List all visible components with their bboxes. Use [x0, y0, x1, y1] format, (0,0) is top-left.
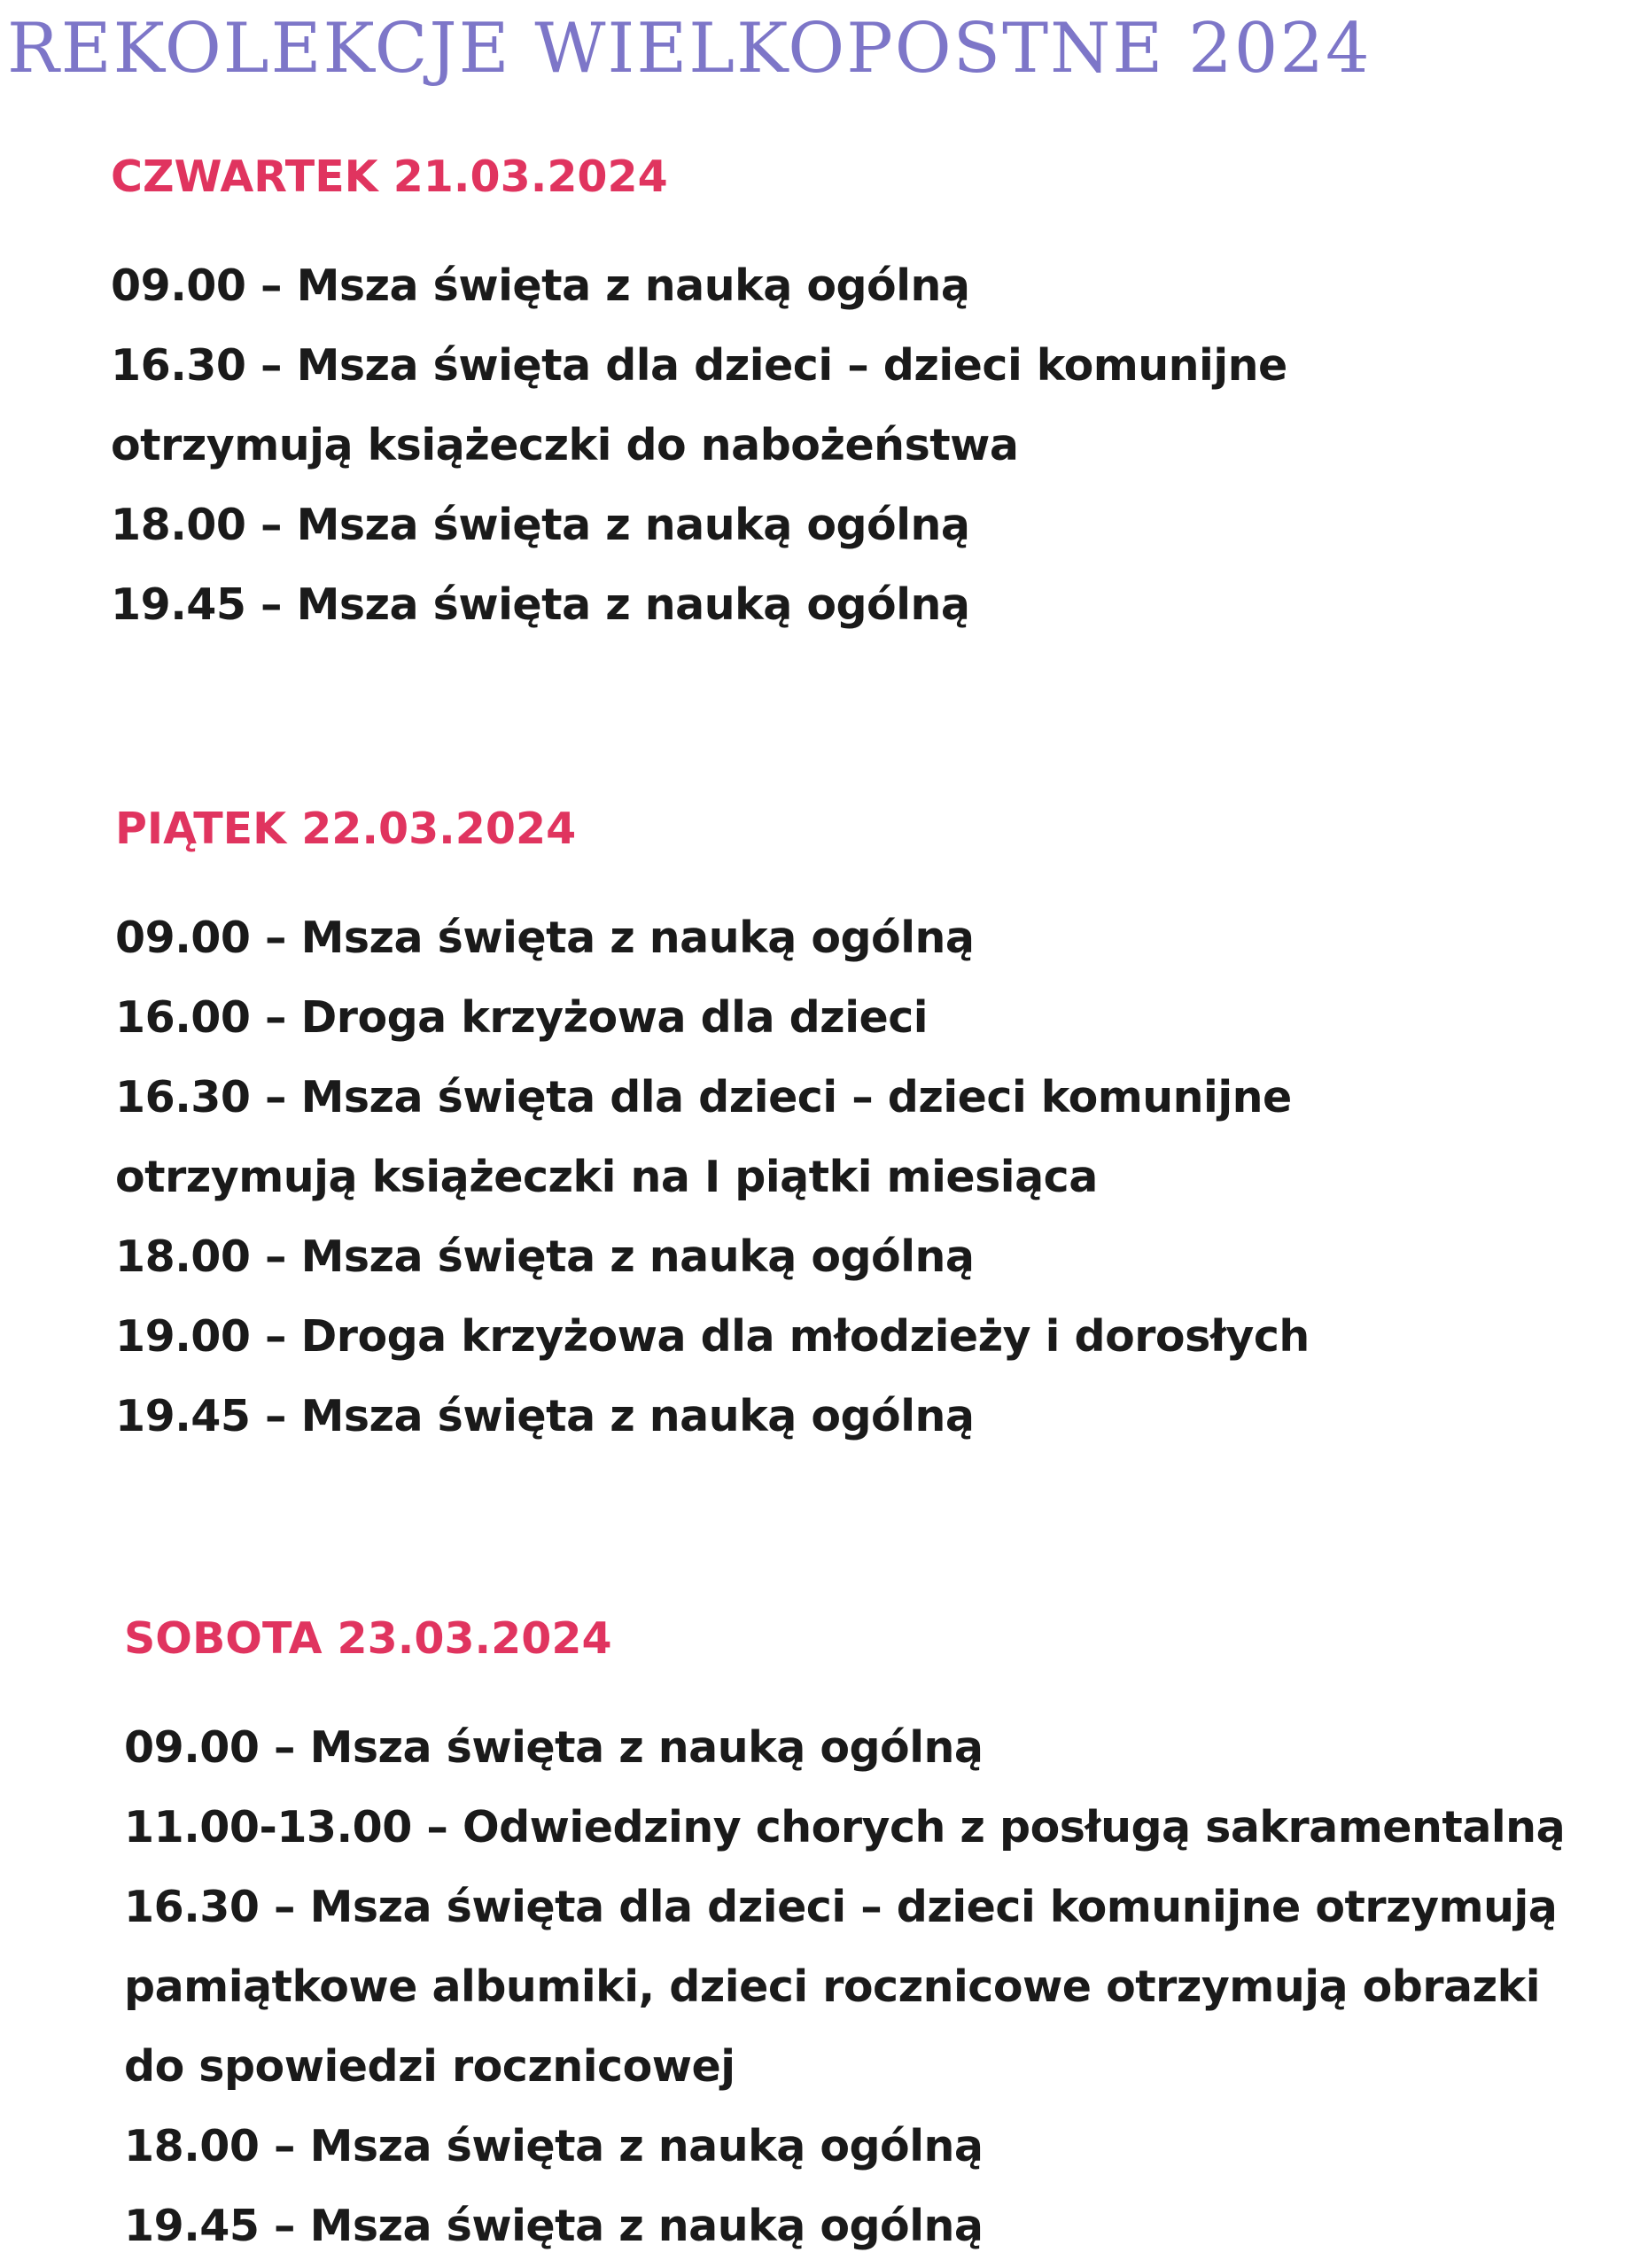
schedule-list — [115, 898, 1604, 1456]
schedule-entry: 16.30 – Msza święta dla dzieci – dzieci komunijne otrzymują książeczki na I piątki miesiąca — [115, 1072, 1292, 1202]
schedule-entry: 18.00 – Msza święta z nauką ogólną — [111, 500, 970, 550]
schedule-entry: 11.00-13.00 – Odwiedziny chorych z posługą sakramentalną — [124, 1802, 1566, 1852]
schedule-entry: 09.00 – Msza święta z nauką ogólną — [111, 260, 970, 311]
day-heading: PIĄTEK 22.03.2024 — [115, 804, 577, 854]
schedule-entry: 19.45 – Msza święta z nauką ogólną — [115, 1391, 975, 1441]
day-section-saturday — [124, 1605, 1613, 2266]
schedule-entry: 09.00 – Msza święta z nauką ogólną — [124, 1722, 984, 1773]
day-section-friday — [115, 796, 1604, 1456]
schedule-entry: 19.45 – Msza święta z nauką ogólną — [124, 2201, 984, 2251]
schedule-entry: 16.30 – Msza święta dla dzieci – dzieci komunijne otrzymują książeczki do nabożeństwa — [111, 340, 1287, 470]
schedule-entry: 19.45 – Msza święta z nauką ogólną — [111, 579, 970, 630]
day-heading: CZWARTEK 21.03.2024 — [111, 151, 668, 202]
schedule-list — [111, 246, 1599, 645]
schedule-entry: 19.00 – Droga krzyżowa dla młodzieży i dorosłych — [115, 1311, 1310, 1362]
schedule-entry: 18.00 – Msza święta z nauką ogólną — [115, 1231, 975, 1282]
document-title: REKOLEKCJE WIELKOPOSTNE 2024 — [7, 9, 1372, 89]
schedule-entry: 16.00 – Droga krzyżowa dla dzieci — [115, 992, 929, 1043]
schedule-entry: 16.30 – Msza święta dla dzieci – dzieci komunijne otrzymują pamiątkowe albumiki, dzieci rocznicowe otrzymują obrazki do spowiedzi rocznicowej — [124, 1882, 1558, 2092]
schedule-entry: 18.00 – Msza święta z nauką ogólną — [124, 2121, 984, 2171]
schedule-entry: 09.00 – Msza święta z nauką ogólną — [115, 913, 975, 963]
schedule-list — [124, 1708, 1613, 2266]
day-heading: SOBOTA 23.03.2024 — [124, 1613, 612, 1664]
day-section-thursday — [111, 144, 1599, 645]
